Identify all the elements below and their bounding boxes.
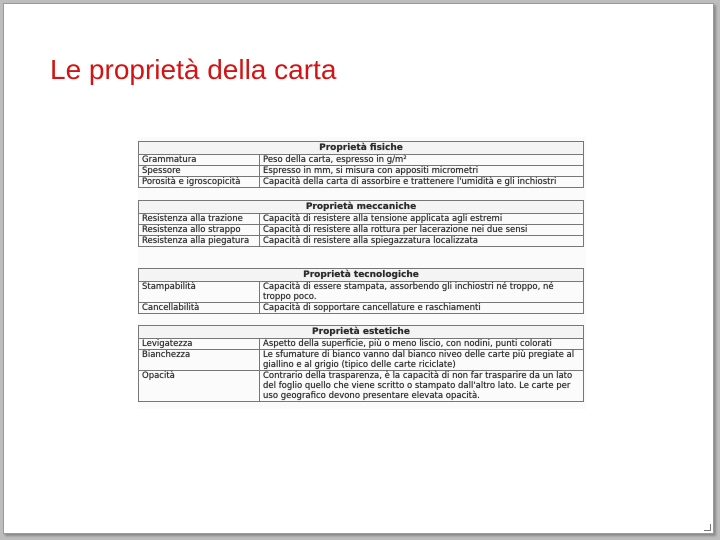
slide	[3, 3, 714, 534]
property-name: Grammatura	[139, 155, 260, 166]
slide-title: Le proprietà della carta	[50, 54, 337, 85]
table-row	[139, 155, 584, 166]
table-row	[139, 166, 584, 177]
property-description: Capacità della carta di assorbire e trattenere l'umidità e gli inchiostri	[260, 177, 584, 188]
section-mechanical-properties	[138, 200, 584, 247]
property-description: Contrario della trasparenza, è la capacità di non far trasparire da un lato del foglio quello che viene scritto o stampato dall'altro lato. Le carte per uso geografico devono presentare elevata opacità.	[260, 371, 584, 402]
property-description: Capacità di sopportare cancellature e raschiamenti	[260, 303, 584, 314]
property-name: Stampabilità	[139, 282, 260, 303]
properties-table	[138, 281, 584, 314]
property-name: Cancellabilità	[139, 303, 260, 314]
section-header: Proprietà meccaniche	[138, 200, 584, 213]
section-header: Proprietà fisiche	[138, 141, 584, 154]
property-description: Espresso in mm, si misura con appositi micrometri	[260, 166, 584, 177]
property-name: Resistenza alla trazione	[139, 214, 260, 225]
properties-table	[138, 338, 584, 402]
property-description: Capacità di resistere alla tensione applicata agli estremi	[260, 214, 584, 225]
property-description: Capacità di essere stampata, assorbendo gli inchiostri né troppo, né troppo poco.	[260, 282, 584, 303]
table-row	[139, 303, 584, 314]
property-name: Levigatezza	[139, 339, 260, 350]
table-row	[139, 225, 584, 236]
scanned-table-image	[138, 137, 586, 409]
properties-table	[138, 213, 584, 247]
section-header: Proprietà estetiche	[138, 325, 584, 338]
property-name: Opacità	[139, 371, 260, 402]
property-name: Spessore	[139, 166, 260, 177]
section-header: Proprietà tecnologiche	[138, 268, 584, 281]
property-description: Capacità di resistere alla rottura per lacerazione nei due sensi	[260, 225, 584, 236]
section-technological-properties	[138, 268, 584, 314]
properties-table	[138, 154, 584, 188]
property-description: Le sfumature di bianco vanno dal bianco niveo delle carte più pregiate al giallino e al grigio (tipico delle carte riciclate)	[260, 350, 584, 371]
section-physical-properties	[138, 141, 584, 188]
property-description: Aspetto della superficie, più o meno liscio, con nodini, punti colorati	[260, 339, 584, 350]
table-row	[139, 371, 584, 402]
section-aesthetic-properties	[138, 325, 584, 402]
property-name: Resistenza allo strappo	[139, 225, 260, 236]
property-name: Resistenza alla piegatura	[139, 236, 260, 247]
property-description: Capacità di resistere alla spiegazzatura localizzata	[260, 236, 584, 247]
table-row	[139, 236, 584, 247]
table-row	[139, 177, 584, 188]
property-name: Bianchezza	[139, 350, 260, 371]
slide-corner-mark	[704, 524, 711, 531]
table-row	[139, 214, 584, 225]
table-row	[139, 282, 584, 303]
table-row	[139, 350, 584, 371]
table-row	[139, 339, 584, 350]
property-name: Porosità e igroscopicità	[139, 177, 260, 188]
property-description: Peso della carta, espresso in g/m²	[260, 155, 584, 166]
